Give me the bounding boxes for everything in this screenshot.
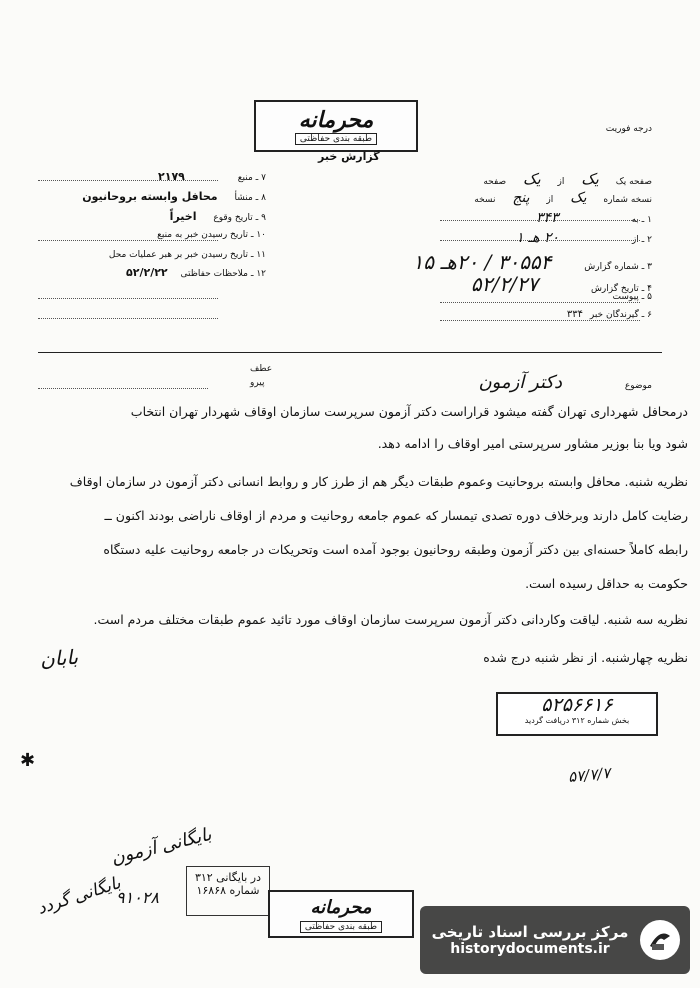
stamp-subtitle: طبقه بندی حفاظتی: [295, 133, 377, 145]
field-1: ۱ ـ به ۳۴۳: [536, 210, 652, 226]
copy-value: یک: [570, 190, 587, 206]
dotted-line: [38, 180, 218, 181]
archive-line1: در بایگانی ۳۱۲: [194, 871, 262, 884]
field-10: ۱۰ ـ تاریخ رسیدن خبر به منبع: [157, 230, 266, 240]
body-line: حکومت به حداقل رسیده است.: [525, 576, 688, 591]
dotted-line: [38, 318, 218, 319]
field-1-value: ۳۴۳: [536, 210, 559, 226]
subject-value: دکتر آزمون: [478, 372, 562, 393]
field-11: ۱۱ ـ تاریخ رسیدن خبر بر هبر عملیات محل: [108, 250, 266, 260]
archive-line2: شماره ۱۶۸۶۸: [196, 884, 260, 897]
field-8: ۸ ـ منشأ محافل وابسته بروحانیون: [82, 190, 266, 203]
field-9: ۹ ـ تاریخ وقوع اخیراً: [169, 210, 266, 223]
subject-label: موضوع: [624, 381, 652, 391]
received-number: ۵۲۵۶۶۱۶: [541, 694, 613, 716]
page-info-row: [483, 170, 652, 188]
page-of: از: [557, 177, 565, 187]
body-line: شود ویا بنا بوزیر مشاور سرپرستی امیر اوقاف را ادامه دهد.: [377, 436, 688, 451]
watermark: [420, 906, 690, 974]
field-6-value: ۳۳۴: [566, 309, 583, 320]
dotted-line: [38, 298, 218, 299]
body-line: رضایت کامل دارند وبرخلاف دوره تصدی تیمسار که عموم جامعه روحانیت و مردم از اوقاف ناراضی بودند اکنون ــ: [104, 508, 688, 523]
watermark-text: [430, 923, 630, 957]
field-2-value: ۲۰ هـ ۱: [516, 230, 560, 246]
copy-of: از: [546, 195, 554, 205]
body-line: رابطه کاملاً حسنه‌ای بین دکتر آزمون وطبقه روحانیون بوجود آمده است وتحریکات در جامعه روحانیت علیه دستگاه: [103, 542, 688, 557]
priority-label: درجه فوریت: [605, 124, 652, 134]
field-8-value: محافل وابسته بروحانیون: [82, 190, 218, 203]
field-6: ۶ ـ گیرندگان خبر ۳۳۴: [566, 309, 652, 320]
copy-word: نسخه: [474, 195, 496, 205]
watermark-title: مرکز بررسی اسناد تاریخی: [431, 923, 629, 941]
field-4: ۴ ـ تاریخ گزارش ۵۲/۲/۲۷: [470, 272, 652, 296]
copy-total: پنج: [512, 190, 530, 206]
subject-row: [478, 372, 652, 393]
field-4-value: ۵۲/۲/۲۷: [470, 272, 539, 296]
report-title: گزارش خبر: [318, 150, 380, 163]
star-mark: ✱: [20, 750, 36, 771]
bottom-classification-stamp: [268, 890, 414, 938]
received-stamp: [496, 692, 658, 736]
body-line: نظریه سه شنبه. لیاقت وکاردانی دکتر آزمون سرپرست سازمان اوقاف مورد تائید عموم طبقات مختلف مردم است.: [93, 612, 688, 627]
dotted-line: [440, 240, 640, 241]
dotted-line: [440, 302, 640, 303]
bottom-number: ۹۱۰۲۸: [116, 888, 159, 907]
watermark-url: historydocuments.ir: [450, 941, 610, 957]
field-3-value: ۳۰۵۵۴ / ۲۰هـ ۱۵: [412, 250, 552, 274]
page-word: صفحه: [483, 177, 507, 187]
body-line: درمحافل شهرداری تهران گفته میشود قراراست دکتر آزمون سرپرست سازمان اوقاف شهردار تهران انتخاب: [130, 404, 688, 419]
received-caption: بخش شماره ۳۱۲ دریافت گردید: [524, 716, 630, 725]
stamp-subtitle: طبقه بندی حفاظتی: [300, 921, 382, 933]
archive-logo-icon: [640, 920, 680, 960]
bottom-right-note: بایگانی آزمون: [108, 823, 214, 870]
copy-label: نسخه شماره: [603, 195, 652, 205]
field-2: ۲ ـ از ۲۰ هـ ۱: [516, 230, 652, 246]
dotted-line: [440, 320, 640, 321]
field-12-value: ۵۲/۲/۲۲: [126, 266, 168, 279]
field-3: ۳ ـ شماره گزارش ۳۰۵۵۴ / ۲۰هـ ۱۵: [412, 250, 652, 274]
copy-info-row: [474, 190, 652, 206]
header-separator: [38, 352, 662, 353]
margin-note: ۵۷/۷/۷: [567, 763, 612, 787]
archive-stamp: [186, 866, 270, 916]
page-total: یک: [523, 170, 541, 188]
page-value: یک: [581, 170, 599, 188]
ref-label: عطف: [250, 364, 273, 374]
body-line: نظریه شنبه. محافل وابسته بروحانیت وعموم طبقات دیگر هم از طرز کار و روابط انسانی دکتر آزمون در سازمان اوقاف: [69, 474, 688, 489]
field-7-value: ۲۱۷۹: [158, 170, 185, 183]
stamp-title: محرمانه: [310, 896, 372, 918]
dotted-line: [38, 388, 208, 389]
body-line: نظریه چهارشنبه. از نظر شنبه درج شده: [483, 650, 688, 665]
stamp-title: محرمانه: [298, 106, 374, 133]
ref-sub: پیرو: [250, 378, 265, 388]
field-5: ۵ ـ پیوست: [612, 292, 652, 302]
field-9-value: اخیراً: [169, 210, 197, 223]
bottom-note: بایگانی گردد: [35, 873, 124, 919]
dotted-line: [38, 240, 218, 241]
signature: بابان: [39, 644, 79, 672]
field-7: ۷ ـ منبع ۲۱۷۹: [158, 170, 266, 183]
dotted-line: [440, 220, 640, 221]
field-12: ۱۲ ـ ملاحظات حفاظتی ۵۲/۲/۲۲: [126, 266, 266, 279]
top-classification-stamp: [254, 100, 418, 152]
page-label: صفحه یک: [615, 177, 652, 187]
